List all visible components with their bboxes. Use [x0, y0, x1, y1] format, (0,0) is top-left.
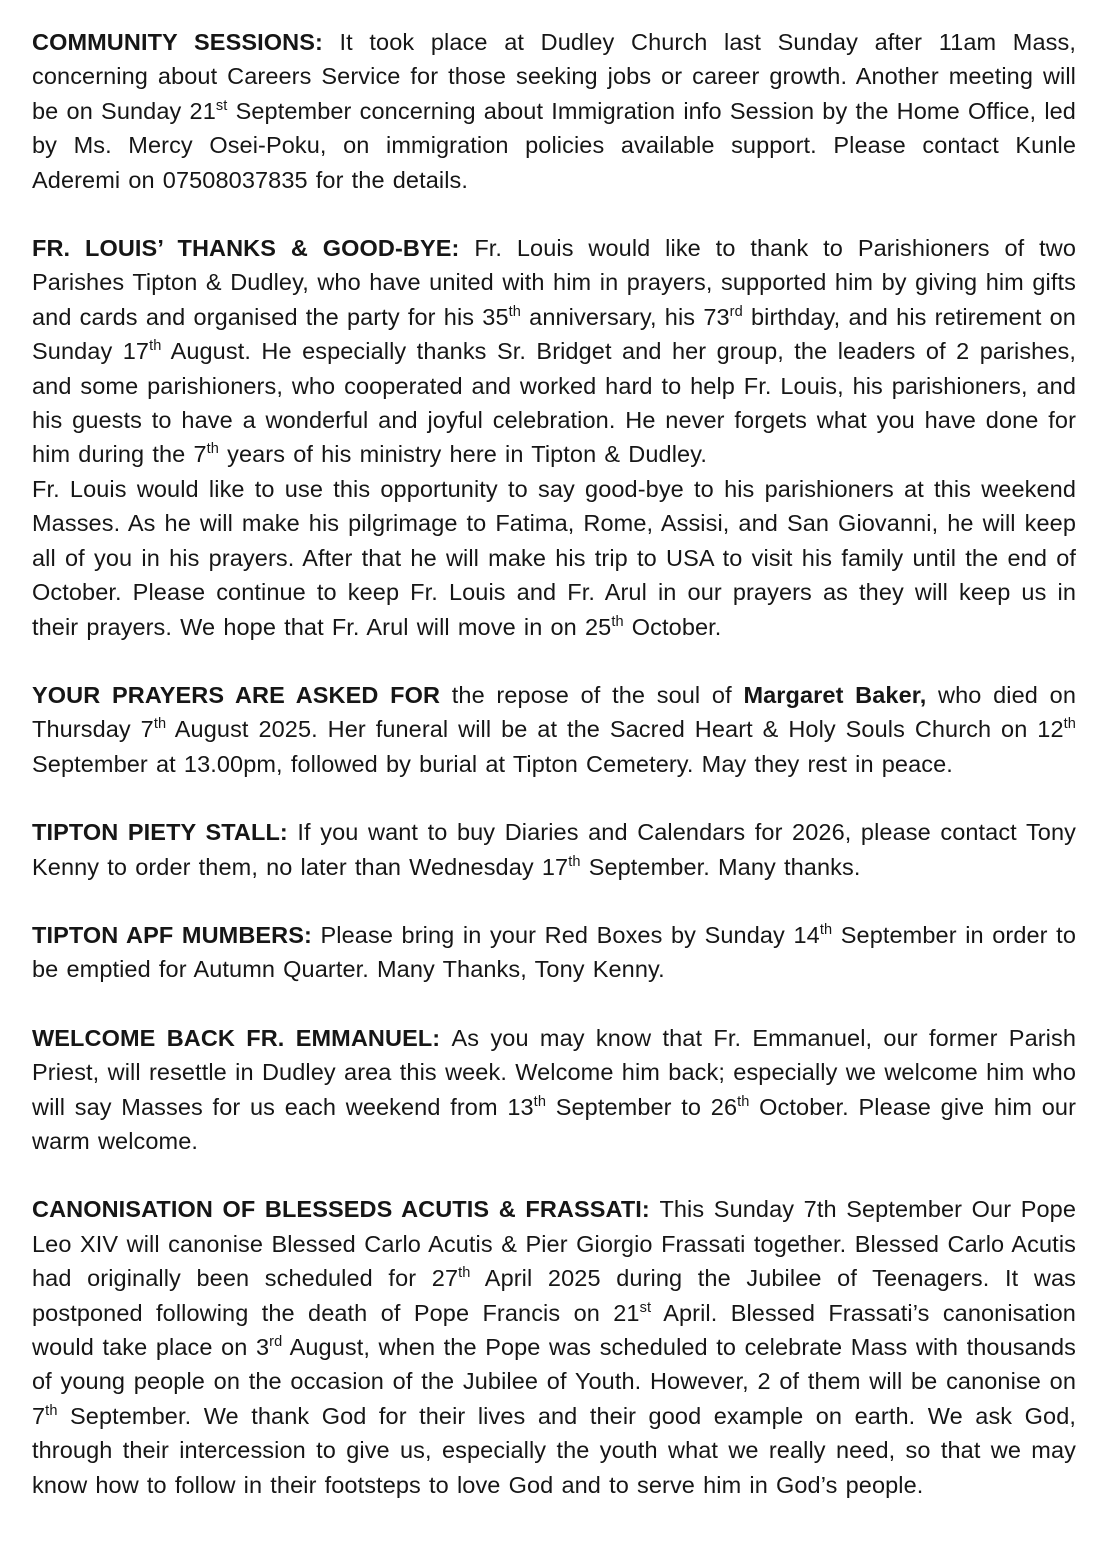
section-heading-text: Margaret Baker,: [743, 681, 927, 708]
body-text: Please bring in your Red Boxes by Sunday 14: [320, 921, 820, 948]
ordinal-superscript: th: [153, 716, 167, 733]
section-your-prayers-are-asked-for: [32, 678, 1076, 781]
section-heading-text: TIPTON PIETY STALL:: [32, 819, 298, 846]
body-text: September. Many thanks.: [580, 853, 861, 880]
body-text: Fr. Louis would like to thank to Parishioners of two Parishes Tipton & Dudley, who have united with him in prayers, supported him by giving him gifts and cards and organised the party for his 35: [32, 235, 1077, 330]
body-text: September. We thank God for their lives and their good example on earth. We ask God, through their intercession to give us, especially the youth what we really need, so that we may know how to follow in their footsteps to love God and to serve him in God’s people.: [32, 1402, 1076, 1498]
ordinal-superscript: th: [45, 1402, 58, 1419]
section-tipton-piety-stall: [32, 815, 1076, 884]
body-text: anniversary, his 73: [521, 303, 730, 330]
ordinal-superscript: st: [639, 1299, 652, 1316]
ordinal-superscript: st: [215, 97, 228, 114]
body-text: September at 13.00pm, followed by burial at Tipton Cemetery. May they rest in peace.: [32, 750, 953, 777]
body-text: April 2025 during the Jubilee of Teenagers. It was postponed following the death of Pope Francis on 21: [32, 1265, 1076, 1326]
section-fr-louis-thanks-goodbye: [32, 231, 1076, 644]
body-text: Fr. Louis would like to use this opportunity to say good-bye to his parishioners at this weekend Masses. As he will make his pilgrimage to Fatima, Rome, Assisi, and San Giovanni, he will keep all of you in his prayers. After that he will make his trip to USA to visit his family until the end of October. Please continue to keep Fr. Louis and Fr. Arul in our prayers as they will keep us in their prayers. We hope that Fr. Arul will move in on 25: [32, 475, 1076, 640]
paragraph: [32, 1021, 1076, 1159]
paragraph: [32, 1192, 1076, 1502]
ordinal-superscript: th: [611, 613, 624, 630]
body-text: This Sunday 7th September Our Pope Leo XIV will canonise Blessed Carlo Acutis & Pier Giorgio Frassati together. Blessed Carlo Acutis had originally been scheduled for 27: [32, 1196, 1076, 1292]
section-heading-text: YOUR PRAYERS ARE ASKED FOR: [32, 681, 452, 708]
body-text: If you want to buy Diaries and Calendars for 2026, please contact Tony Kenny to order them, no later than Wednesday 17: [32, 819, 1076, 880]
body-text: birthday, and his retirement on Sunday 17: [32, 303, 1076, 365]
ordinal-superscript: th: [206, 441, 219, 458]
section-heading-text: CANONISATION OF BLESSEDS ACUTIS & FRASSATI:: [32, 1196, 660, 1223]
section-welcome-back-fr-emmanuel: [32, 1021, 1076, 1159]
body-text: It took place at Dudley Church last Sunday after 11am Mass, concerning about Careers Service for those seeking jobs or career growth. Another meeting will be on Sunday 21: [32, 29, 1076, 124]
section-community-sessions: [32, 25, 1076, 197]
section-heading-text: WELCOME BACK FR. EMMANUEL:: [32, 1024, 452, 1051]
paragraph: [32, 472, 1076, 644]
paragraph: [32, 815, 1076, 884]
section-tipton-apf-mumbers: [32, 918, 1076, 987]
body-text: August. He especially thanks Sr. Bridget and her group, the leaders of 2 parishes, and some parishioners, who cooperated and worked hard to help Fr. Louis, his parishioners, and his guests to have a wonderful and joyful celebration. He never forgets what you have done for him during the 7: [32, 338, 1076, 468]
body-text: September to 26: [546, 1093, 738, 1120]
paragraph: [32, 25, 1076, 197]
section-heading-text: FR. LOUIS’ THANKS & GOOD-BYE:: [32, 235, 475, 262]
ordinal-superscript: th: [819, 922, 833, 939]
paragraph: [32, 918, 1076, 987]
ordinal-superscript: th: [508, 304, 521, 321]
section-heading-text: TIPTON APF MUMBERS:: [32, 921, 321, 948]
ordinal-superscript: th: [1063, 716, 1076, 733]
ordinal-superscript: th: [737, 1093, 750, 1110]
body-text: August, when the Pope was scheduled to celebrate Mass with thousands of young people on the occasion of the Jubilee of Youth. However, 2 of them will be canonise on 7: [32, 1334, 1076, 1429]
body-text: years of his ministry here in Tipton & Dudley.: [218, 441, 707, 468]
body-text: the repose of the soul of: [451, 681, 744, 708]
section-canonisation-acutis-frassati: [32, 1192, 1076, 1502]
ordinal-superscript: th: [568, 853, 581, 870]
body-text: September in order to be emptied for Autumn Quarter. Many Thanks, Tony Kenny.: [32, 921, 1076, 983]
body-text: September concerning about Immigration info Session by the Home Office, led by Ms. Mercy Osei-Poku, on immigration policies available support. Please contact Kunle Aderemi on 07508037835 for the details.: [32, 97, 1076, 193]
body-text: August 2025. Her funeral will be at the Sacred Heart & Holy Souls Church on 12: [166, 716, 1064, 743]
paragraph: [32, 678, 1076, 781]
body-text: October.: [623, 613, 722, 640]
ordinal-superscript: rd: [269, 1334, 283, 1351]
body-text: October. Please give him our warm welcome.: [32, 1093, 1076, 1154]
paragraph: [32, 231, 1076, 472]
section-heading-text: COMMUNITY SESSIONS:: [32, 29, 340, 55]
ordinal-superscript: th: [149, 338, 162, 355]
body-text: who died on Thursday 7: [32, 681, 1077, 743]
ordinal-superscript: th: [458, 1265, 471, 1282]
ordinal-superscript: rd: [729, 304, 743, 321]
body-text: As you may know that Fr. Emmanuel, our former Parish Priest, will resettle in Dudley area this week. Welcome him back; especially we welcome him who will say Masses for us each weekend from 13: [32, 1024, 1076, 1120]
body-text: April. Blessed Frassati’s canonisation would take place on 3: [32, 1299, 1076, 1360]
ordinal-superscript: th: [533, 1093, 547, 1110]
